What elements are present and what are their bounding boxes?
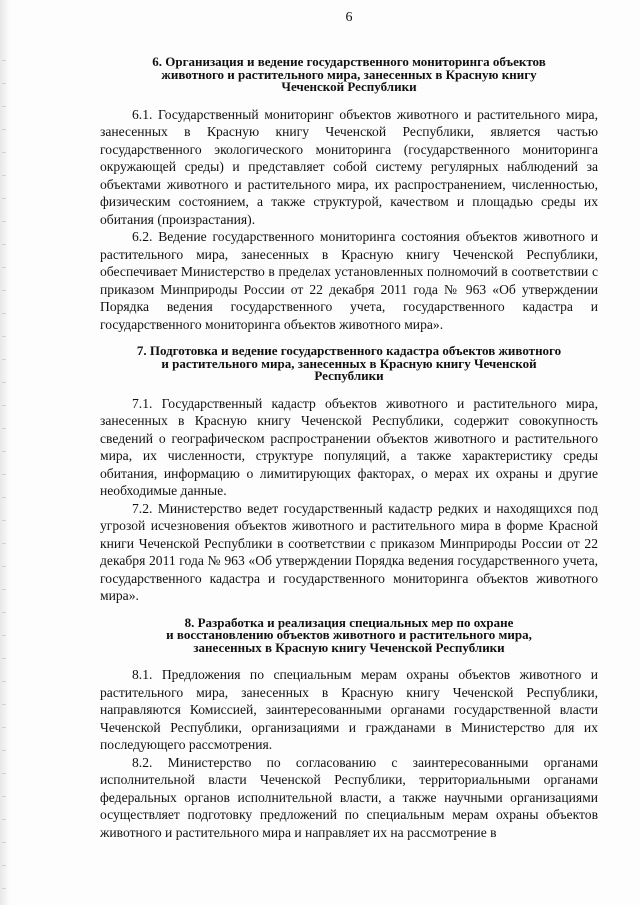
section-6-heading-line-3: Чеченской Республики — [281, 79, 417, 94]
section-7-heading-line-3: Республики — [314, 368, 384, 383]
section-6-heading — [100, 56, 598, 94]
section-8-heading-line-2: и восстановлению объектов животного и растительного мира, — [166, 627, 532, 642]
paragraph-8-1: 8.1. Предложения по специальным мерам охраны объектов животного и растительного мира, занесенных в Красную книгу Чеченской Республики, направляются Комиссией, заинтересованными органами государственной власти Чеченской Республики, организациями и гражданами в Министерство для их последующего рассмотрения. — [100, 667, 598, 752]
section-8-heading-line-3: занесенных в Красную книгу Чеченской Республики — [193, 639, 505, 655]
page-content — [100, 10, 598, 841]
section-7-heading-line-2: и растительного мира, занесенных в Красную книгу Чеченской — [161, 355, 537, 371]
paragraph-8-2: 8.2. Министерство по согласованию с заинтересованными органами исполнительной власти Чеченской Республики, территориальными органами федеральных органов исполнительной власти, а также научными организациями осуществляет подготовку предложений по специальным мерам охраны объектов животного и растительного мира и направляет их на рассмотрение в — [100, 754, 598, 840]
section-8-heading-line-1: 8. Разработка и реализация специальных мер по охране — [184, 614, 514, 630]
scan-edge-marks — [2, 60, 6, 890]
section-6-heading-line-2: животного и растительного мира, занесенных в Красную книгу — [161, 66, 537, 82]
paragraph-6-1: 6.1. Государственный мониторинг объектов животного и растительного мира, занесенных в Красную книгу Чеченской Республики, является частью государственного экологического мониторинга (государственного мониторинга окружающей среды) и представляет собой систему регулярных наблюдений за объектами животного и растительного мира, их распространением, численностью, физическим состоянием, а также структурой, качеством и площадью среды их обитания (произрастания). — [100, 106, 598, 227]
page-number: 6 — [345, 10, 353, 25]
section-6-heading-line-1: 6. Организация и ведение государственного мониторинга объектов — [152, 54, 546, 69]
section-8-heading — [100, 614, 598, 655]
paragraph-7-2: 7.2. Министерство ведет государственный кадастр редких и находящихся под угрозой исчезновения объектов животного и растительного мира в форме Красной книги Чеченской Республики в соответствии с приказом Минприроды России от 22 декабря 2011 года № 963 «Об утверждении Порядка ведения государственного учета, государственного кадастра и государственного мониторинга объектов животного мира». — [100, 500, 598, 603]
paragraph-6-2: 6.2. Ведение государственного мониторинга состояния объектов животного и растительного мира, занесенных в Красную книгу Чеченской Республики, обеспечивает Министерство в пределах установленных полномочий в соответствии с приказом Минприроды России от 22 декабря 2011 года № 963 «Об утверждении Порядка ведения государственного учета, государственного кадастра и государственного мониторинга объектов животного мира». — [100, 229, 598, 332]
paragraph-7-1: 7.1. Государственный кадастр объектов животного и растительного мира, занесенных в Красную книгу Чеченской Республики, содержит совокупность сведений о географическом распространении объектов животного и растительного мира, их численности, структуре популяций, а также характеристику среды обитания, информацию о лимитирующих факторах, о мерах их охраны и другие необходимые данные. — [100, 395, 598, 498]
section-7-heading-line-1: 7. Подготовка и ведение государственного кадастра объектов животного — [136, 343, 562, 358]
section-7-heading — [100, 345, 598, 383]
